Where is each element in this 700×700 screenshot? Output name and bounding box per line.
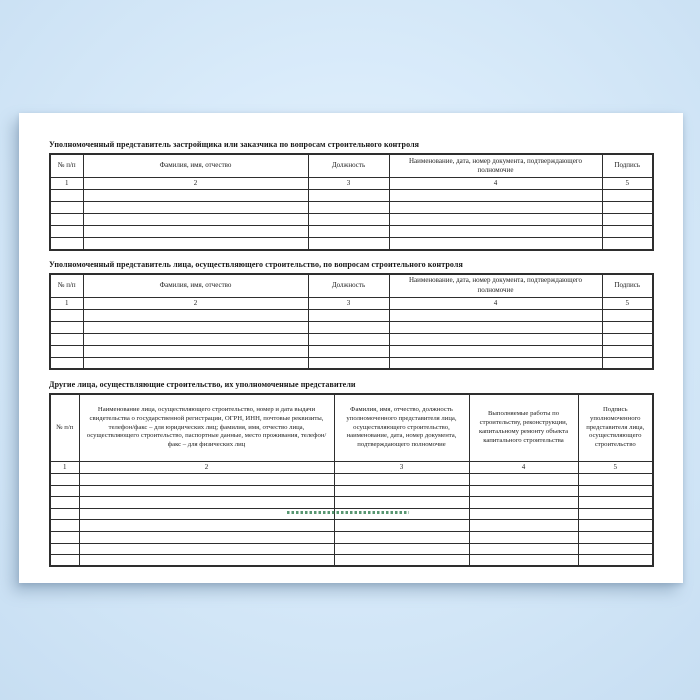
- table-cell: [308, 309, 389, 321]
- table-cell: [602, 238, 653, 250]
- column-number-cell: 5: [602, 297, 653, 309]
- table-row: [50, 226, 653, 238]
- table-cell: [308, 357, 389, 369]
- column-number-cell: 4: [469, 462, 578, 474]
- table-cell: [334, 543, 469, 555]
- table-cell: [578, 508, 653, 520]
- table-cell: [50, 226, 83, 238]
- table-cell: [79, 474, 334, 486]
- developer-representative-table: [49, 153, 654, 251]
- table-cell: [602, 357, 653, 369]
- table-cell: [83, 333, 308, 345]
- table-cell: [83, 238, 308, 250]
- table-cell: [469, 497, 578, 509]
- header-row: [50, 154, 653, 178]
- table-cell: [50, 543, 79, 555]
- column-header-position: Должность: [308, 274, 389, 298]
- table-cell: [334, 497, 469, 509]
- table-cell: [602, 333, 653, 345]
- table-cell: [578, 520, 653, 532]
- column-number-row: [50, 462, 653, 474]
- table-cell: [469, 485, 578, 497]
- column-header-document: Наименование, дата, номер документа, подтверждающего полномочие: [389, 154, 602, 178]
- column-number-cell: 5: [578, 462, 653, 474]
- column-header-works: Выполняемые работы по строительству, реконструкции, капитальному ремонту объекта капитального строительства: [469, 394, 578, 462]
- table-row: [50, 497, 653, 509]
- table-row: [50, 555, 653, 567]
- column-header-name: Фамилия, имя, отчество: [83, 274, 308, 298]
- column-number-row: [50, 297, 653, 309]
- table-cell: [83, 226, 308, 238]
- table-cell: [469, 543, 578, 555]
- table-cell: [50, 357, 83, 369]
- table-cell: [578, 497, 653, 509]
- column-number-cell: 4: [389, 178, 602, 190]
- section-title-builder-representative: Уполномоченный представитель лица, осуществляющего строительство, по вопросам строительного контроля: [49, 259, 463, 269]
- table-cell: [308, 345, 389, 357]
- table-cell: [389, 345, 602, 357]
- column-number-cell: 4: [389, 297, 602, 309]
- table-row: [50, 238, 653, 250]
- section-title-other-persons: Другие лица, осуществляющие строительство, их уполномоченные представители: [49, 380, 356, 389]
- table-cell: [308, 226, 389, 238]
- table-cell: [50, 238, 83, 250]
- table-cell: [79, 520, 334, 532]
- header-row: [50, 274, 653, 298]
- table-cell: [308, 190, 389, 202]
- column-header-number: № п/п: [50, 274, 83, 298]
- form-page: [19, 113, 683, 583]
- column-number-cell: 5: [602, 178, 653, 190]
- column-number-cell: 1: [50, 178, 83, 190]
- table-cell: [83, 309, 308, 321]
- table-cell: [79, 497, 334, 509]
- table-cell: [334, 555, 469, 567]
- table-cell: [50, 520, 79, 532]
- table-cell: [83, 214, 308, 226]
- table-row: [50, 309, 653, 321]
- watermark-microtext: [287, 511, 409, 514]
- table-cell: [389, 226, 602, 238]
- table-cell: [83, 202, 308, 214]
- column-number-cell: 2: [83, 297, 308, 309]
- table-cell: [50, 474, 79, 486]
- table-row: [50, 520, 653, 532]
- table-cell: [50, 485, 79, 497]
- table-cell: [50, 333, 83, 345]
- table-cell: [389, 357, 602, 369]
- table-cell: [308, 321, 389, 333]
- column-number-cell: 3: [308, 297, 389, 309]
- table-cell: [469, 508, 578, 520]
- table-cell: [79, 543, 334, 555]
- table-cell: [83, 345, 308, 357]
- table-cell: [79, 531, 334, 543]
- table-row: [50, 190, 653, 202]
- table-cell: [469, 531, 578, 543]
- column-number-cell: 1: [50, 297, 83, 309]
- column-header-number: № п/п: [50, 394, 79, 462]
- table-cell: [50, 508, 79, 520]
- column-header-signature: Подпись: [602, 274, 653, 298]
- column-header-document: Наименование, дата, номер документа, подтверждающего полномочие: [389, 274, 602, 298]
- table-cell: [334, 531, 469, 543]
- table-cell: [602, 309, 653, 321]
- column-header-name: Фамилия, имя, отчество: [83, 154, 308, 178]
- table-cell: [83, 357, 308, 369]
- table-cell: [334, 485, 469, 497]
- table-cell: [389, 214, 602, 226]
- column-header-signature: Подпись: [602, 154, 653, 178]
- table-cell: [50, 555, 79, 567]
- table-cell: [308, 333, 389, 345]
- table-cell: [602, 321, 653, 333]
- column-header-number: № п/п: [50, 154, 83, 178]
- section-title-developer-representative: Уполномоченный представитель застройщика или заказчика по вопросам строительного контроля: [49, 140, 420, 149]
- table-cell: [50, 190, 83, 202]
- column-header-builder-info: Наименование лица, осуществляющего строительство, номер и дата выдачи свидетельства о государственной регистрации, ОГРН, ИНН, почтовые реквизиты, телефон/факс – для юридических лиц; фамилия, имя, отчество лица, осуществляющего строительство, паспортные данные, место проживания, телефон/факс – для физических лиц: [79, 394, 334, 462]
- table-cell: [308, 214, 389, 226]
- column-number-cell: 2: [79, 462, 334, 474]
- table-cell: [578, 555, 653, 567]
- header-row: [50, 394, 653, 462]
- table-cell: [50, 531, 79, 543]
- table-row: [50, 543, 653, 555]
- table-cell: [578, 474, 653, 486]
- table-cell: [578, 543, 653, 555]
- table-cell: [578, 485, 653, 497]
- table-cell: [50, 321, 83, 333]
- table-cell: [79, 485, 334, 497]
- table-row: [50, 345, 653, 357]
- table-cell: [50, 345, 83, 357]
- table-cell: [50, 202, 83, 214]
- column-header-position: Должность: [308, 154, 389, 178]
- table-row: [50, 357, 653, 369]
- table-cell: [602, 190, 653, 202]
- table-row: [50, 485, 653, 497]
- table-cell: [389, 190, 602, 202]
- column-number-cell: 2: [83, 178, 308, 190]
- table-cell: [50, 309, 83, 321]
- table-cell: [602, 214, 653, 226]
- table-cell: [50, 497, 79, 509]
- table-cell: [79, 555, 334, 567]
- table-cell: [389, 333, 602, 345]
- column-number-cell: 1: [50, 462, 79, 474]
- table-cell: [334, 520, 469, 532]
- table-row: [50, 531, 653, 543]
- column-number-row: [50, 178, 653, 190]
- builder-representative-table: [49, 273, 654, 371]
- column-number-cell: 3: [334, 462, 469, 474]
- table-row: [50, 333, 653, 345]
- table-cell: [578, 531, 653, 543]
- table-row: [50, 321, 653, 333]
- table-cell: [469, 520, 578, 532]
- table-cell: [389, 309, 602, 321]
- table-cell: [308, 238, 389, 250]
- table-cell: [334, 474, 469, 486]
- other-persons-table: [49, 393, 654, 567]
- column-header-representative-info: Фамилия, имя, отчество, должность уполномоченного представителя лица, осуществляющего строительство, наименование, дата, номер документа, подтверждающего полномочие: [334, 394, 469, 462]
- table-cell: [602, 345, 653, 357]
- table-cell: [469, 555, 578, 567]
- table-cell: [602, 202, 653, 214]
- table-row: [50, 474, 653, 486]
- table-row: [50, 214, 653, 226]
- column-header-signature: Подпись уполномоченного представителя лица, осуществляющего строительство: [578, 394, 653, 462]
- table-cell: [602, 226, 653, 238]
- table-row: [50, 202, 653, 214]
- table-cell: [83, 321, 308, 333]
- table-cell: [389, 202, 602, 214]
- table-cell: [389, 238, 602, 250]
- column-number-cell: 3: [308, 178, 389, 190]
- table-cell: [50, 214, 83, 226]
- table-cell: [308, 202, 389, 214]
- table-cell: [469, 474, 578, 486]
- table-cell: [389, 321, 602, 333]
- table-cell: [83, 190, 308, 202]
